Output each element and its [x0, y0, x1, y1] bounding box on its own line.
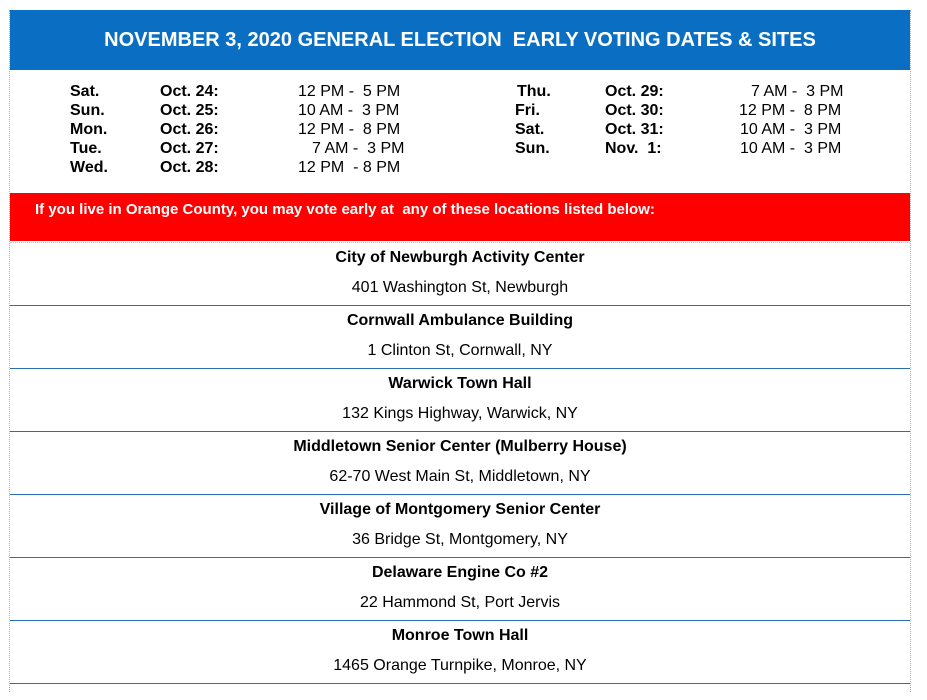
- schedule-date: Oct. 29:: [605, 83, 664, 100]
- location-address: 132 Kings Highway, Warwick, NY: [342, 405, 578, 422]
- schedule-row: [505, 120, 905, 139]
- schedule-day: Mon.: [70, 121, 108, 138]
- location-item: [10, 495, 910, 558]
- location-address: 36 Bridge St, Montgomery, NY: [352, 531, 568, 548]
- location-address: 1 Clinton St, Cornwall, NY: [367, 342, 553, 359]
- schedule-day: Sat.: [70, 83, 100, 100]
- schedule-day: Fri.: [515, 102, 540, 119]
- location-name: Warwick Town Hall: [388, 375, 532, 392]
- schedule-row: [505, 139, 905, 158]
- flyer-page: [9, 10, 911, 692]
- location-item: [10, 306, 910, 369]
- location-address: 62-70 West Main St, Middletown, NY: [329, 468, 591, 485]
- notice-text: If you live in Orange County, you may vote early at any of these locations listed below:: [35, 201, 655, 218]
- schedule-row: [60, 139, 460, 158]
- schedule-day: Sun.: [515, 140, 550, 157]
- location-name: Monroe Town Hall: [391, 627, 529, 644]
- location-address: 401 Washington St, Newburgh: [351, 279, 569, 296]
- schedule-hours: 10 AM - 3 PM: [298, 102, 400, 119]
- location-name: Village of Montgomery Senior Center: [319, 501, 601, 518]
- location-item: [10, 242, 910, 306]
- schedule-date: Oct. 31:: [605, 121, 664, 138]
- schedule-hours: 12 PM - 5 PM: [298, 83, 401, 100]
- notice-banner: [10, 193, 910, 241]
- schedule-left: [60, 82, 460, 177]
- location-address: 22 Hammond St, Port Jervis: [359, 594, 561, 611]
- schedule-hours: 10 AM - 3 PM: [740, 121, 842, 138]
- location-address: 1465 Orange Turnpike, Monroe, NY: [333, 657, 587, 674]
- location-item: [10, 558, 910, 621]
- schedule-row: [505, 101, 905, 120]
- schedule-date: Oct. 27:: [160, 140, 219, 157]
- schedule-date: Oct. 30:: [605, 102, 664, 119]
- location-name: Cornwall Ambulance Building: [346, 312, 574, 329]
- schedule-hours: 12 PM - 8 PM: [298, 121, 401, 138]
- schedule-row: [505, 82, 905, 101]
- schedule-date: Nov. 1:: [605, 140, 662, 157]
- schedule-date: Oct. 25:: [160, 102, 219, 119]
- schedule-hours: 10 AM - 3 PM: [740, 140, 842, 157]
- schedule-date: Oct. 26:: [160, 121, 219, 138]
- schedule-row: [60, 158, 460, 177]
- schedule-hours: 12 PM - 8 PM: [298, 159, 401, 176]
- schedule-hours: 7 AM - 3 PM: [751, 83, 844, 100]
- location-name: Delaware Engine Co #2: [371, 564, 549, 581]
- schedule-hours: 12 PM - 8 PM: [739, 102, 842, 119]
- schedule-right: [505, 82, 905, 158]
- schedule-row: [60, 82, 460, 101]
- schedule-row: [60, 101, 460, 120]
- schedule-day: Thu.: [517, 83, 551, 100]
- location-name: City of Newburgh Activity Center: [335, 249, 585, 266]
- schedule-date: Oct. 24:: [160, 83, 219, 100]
- location-name: Middletown Senior Center (Mulberry House): [293, 438, 627, 455]
- locations-list: [10, 242, 910, 684]
- schedule-day: Sun.: [70, 102, 105, 119]
- schedule-day: Wed.: [70, 159, 108, 176]
- title-bar: [10, 10, 910, 70]
- location-item: [10, 621, 910, 684]
- schedule-hours: 7 AM - 3 PM: [312, 140, 405, 157]
- location-item: [10, 369, 910, 432]
- schedule-day: Tue.: [70, 140, 102, 157]
- location-item: [10, 432, 910, 495]
- schedule-day: Sat.: [515, 121, 545, 138]
- schedule-date: Oct. 28:: [160, 159, 219, 176]
- schedule-row: [60, 120, 460, 139]
- page-title: NOVEMBER 3, 2020 GENERAL ELECTION EARLY VOTING DATES & SITES: [104, 28, 816, 51]
